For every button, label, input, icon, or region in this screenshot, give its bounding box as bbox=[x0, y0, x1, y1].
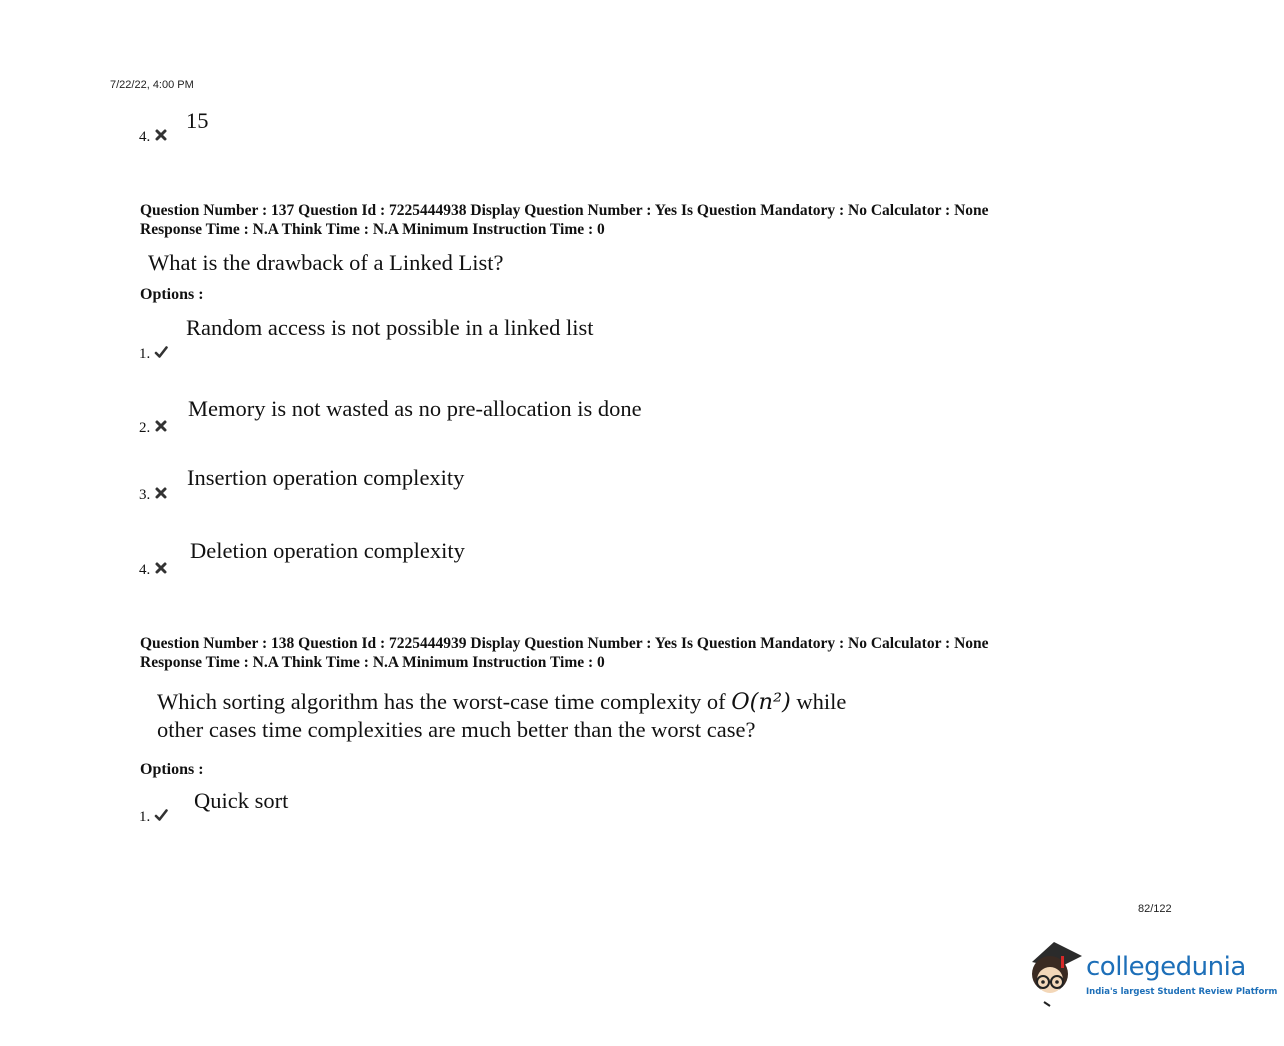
print-timestamp: 7/22/22, 4:00 PM bbox=[110, 79, 194, 91]
option-number: 3. bbox=[139, 486, 168, 504]
page-number: 82/122 bbox=[1138, 903, 1172, 915]
option-text: Deletion operation complexity bbox=[190, 538, 465, 563]
options-label: Options : bbox=[140, 286, 204, 303]
logo-tagline: India's largest Student Review Platform bbox=[1086, 987, 1278, 997]
question-meta bbox=[140, 634, 1140, 672]
question-text-line1: Which sorting algorithm has the worst-case time complexity of O(n²) while bbox=[157, 689, 847, 715]
cross-icon bbox=[154, 419, 168, 433]
big-o-expression: O(n²) bbox=[731, 689, 791, 715]
option-number: 1. bbox=[139, 345, 168, 363]
question-text-line2: other cases time complexities are much better than the worst case? bbox=[157, 717, 756, 742]
check-icon bbox=[154, 345, 168, 359]
cross-icon bbox=[154, 486, 168, 500]
check-icon bbox=[154, 808, 168, 822]
question-text: What is the drawback of a Linked List? bbox=[148, 250, 504, 275]
cross-icon bbox=[154, 128, 168, 142]
question-meta-line1: Question Number : 138 Question Id : 7225444939 Display Question Number : Yes Is Question Mandatory : No Calculator : None bbox=[140, 635, 989, 652]
option-text: Memory is not wasted as no pre-allocation is done bbox=[188, 396, 642, 421]
prev-option-number: 4. bbox=[139, 128, 168, 146]
question-meta bbox=[140, 201, 1140, 239]
option-number: 4. bbox=[139, 561, 168, 579]
mascot-icon bbox=[1024, 940, 1086, 1010]
logo-wordmark: collegedunia bbox=[1086, 952, 1246, 982]
option-text: Quick sort bbox=[194, 788, 289, 813]
collegedunia-logo bbox=[1024, 940, 1278, 1010]
cross-icon bbox=[154, 561, 168, 575]
question-text bbox=[157, 688, 846, 743]
question-meta-line2: Response Time : N.A Think Time : N.A Minimum Instruction Time : 0 bbox=[140, 221, 605, 238]
options-label: Options : bbox=[140, 761, 204, 778]
option-number: 1. bbox=[139, 808, 168, 826]
option-text: Insertion operation complexity bbox=[187, 465, 465, 490]
option-number: 2. bbox=[139, 419, 168, 437]
question-meta-line1: Question Number : 137 Question Id : 7225444938 Display Question Number : Yes Is Question Mandatory : No Calculator : None bbox=[140, 202, 989, 219]
prev-option-text: 15 bbox=[186, 108, 209, 133]
question-meta-line2: Response Time : N.A Think Time : N.A Minimum Instruction Time : 0 bbox=[140, 654, 605, 671]
option-text: Random access is not possible in a linked list bbox=[186, 315, 594, 340]
